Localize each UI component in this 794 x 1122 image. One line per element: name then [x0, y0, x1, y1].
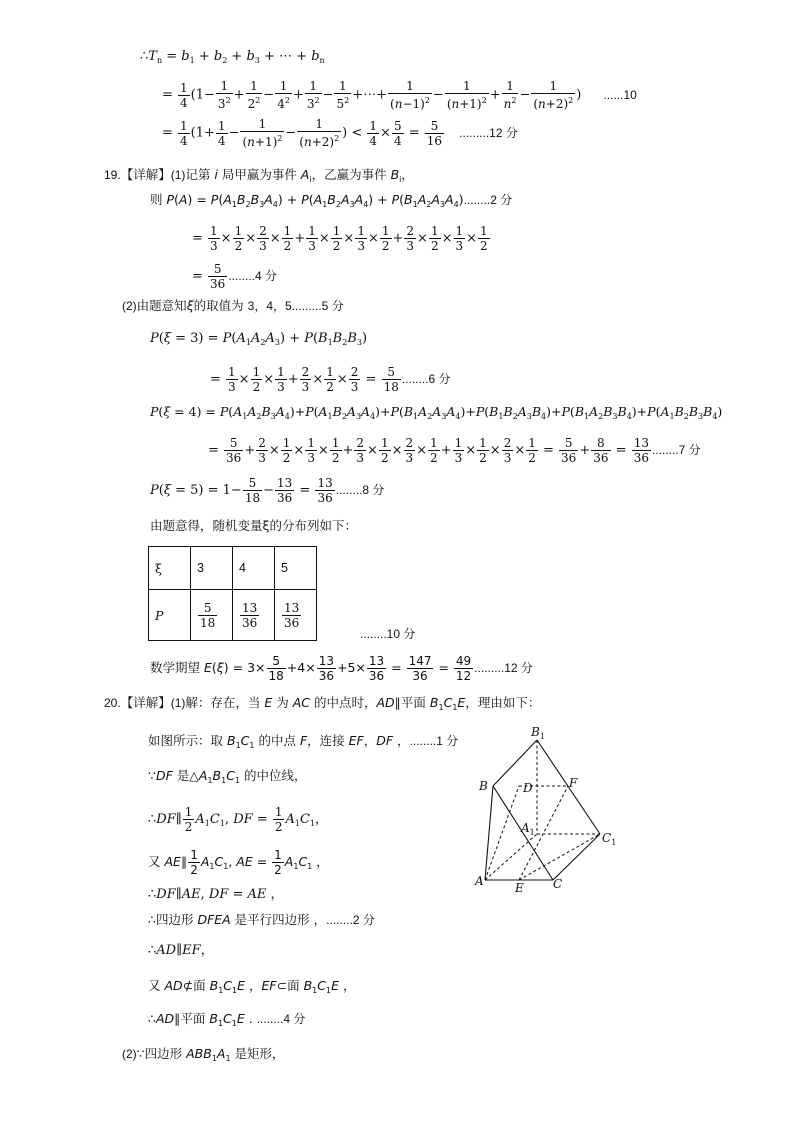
q20-l3: ∴DF∥ $\frac{1}{2}$ $A_1C_1$, DF = $\frac{1}{2}$ $A_1C_1$，	[148, 805, 328, 834]
tn-expansion: = $\frac{1}{4}$ (1− $\frac{1}{3^2}$ + $\frac{1}{2^2}$ − $\frac{1}{4^2}$ + $\frac{1}{3^2}$ − $\frac{1}{5^2}$ +⋯+ $\frac{1}{(n-1)^2}$ − $\frac{1}{(n+1)^2}$ + $\frac{1}{n^2}$ − $\frac{1}{(n+2)^2}$ ) ......10	[162, 79, 637, 111]
q20-l8: 又 AD⊄面 $B_1C_1E$ ，EF⊂面 $B_1C_1E$ ，	[148, 978, 356, 995]
q19-pxi5: P(ξ = 5) = 1− $\frac{5}{18}$ − $\frac{13}{36}$ = $\frac{13}{36}$ ........8 分	[150, 476, 385, 505]
q19-pxi4-value: = $\frac{5}{36}$ + $\frac{2}{3}$ × $\frac{1}{2}$ × $\frac{1}{3}$ × $\frac{1}{2}$ + $\frac{2}{3}$ × $\frac{1}{2}$ × $\frac{2}{3}$ × $\frac{1}{2}$ + $\frac{1}{3}$ × $\frac{1}{2}$ × $\frac{2}{3}$ × $\frac{1}{2}$ = $\frac{5}{36}$ + $\frac{8}{36}$ = $\frac{13}{36}$ ........7 分	[208, 436, 701, 465]
tn-result: = $\frac{1}{4}$ (1+ $\frac{1}{4}$ − $\frac{1}{(n+1)^2}$ − $\frac{1}{(n+2)^2}$ ) < $\frac{1}{4}$ × $\frac{5}{4}$ = $\frac{5}{16}$ .........12 分	[162, 117, 518, 149]
q20-l2: ∵DF 是$\triangle A_1B_1C_1$ 的中位线，	[148, 768, 307, 785]
q20-l9: ∴AD∥平面 $B_1C_1E$ . ........4 分	[148, 1011, 306, 1028]
table-cell: P	[149, 590, 191, 641]
q20-l1: 如图所示：取 $B_1C_1$ 的中点 F，连接 EF，DF ，........1 分	[148, 733, 459, 750]
label-c1: $C_1$	[602, 831, 617, 847]
label-d: D	[523, 781, 533, 795]
label-a: A	[475, 874, 484, 888]
q20-l4: 又 AE∥ $\frac{1}{2}$ $A_1C_1$, AE = $\frac{1}{2}$ $A_1C_1$ ，	[148, 848, 329, 877]
table-cell: 3	[191, 547, 233, 590]
table-row	[149, 590, 317, 641]
q19-pa-product: = $\frac{1}{3}$ × $\frac{1}{2}$ × $\frac{2}{3}$ × $\frac{1}{2}$ + $\frac{1}{3}$ × $\frac{1}{2}$ × $\frac{1}{3}$ × $\frac{1}{2}$ + $\frac{2}{3}$ × $\frac{1}{2}$ × $\frac{1}{3}$ × $\frac{1}{2}$	[192, 224, 488, 253]
edge-b1-b	[493, 740, 537, 786]
label-f: F	[569, 776, 578, 790]
q20-l5: ∴DF∥AE, DF = AE ，	[148, 887, 284, 902]
distribution-table	[148, 546, 317, 641]
table-cell: 4	[233, 547, 275, 590]
label-a1: $A_1$	[521, 821, 535, 837]
q19-pxi3: $P(\xi = 3) = P(A_1A_2A_3) + P(B_1B_2B_3)$	[150, 331, 368, 347]
q19-part2: (2)由题意知ξ的取值为 3，4，5.........5 分	[122, 298, 344, 313]
frac-den: 36	[284, 615, 300, 630]
q19-pxi3-value: = $\frac{1}{3}$ × $\frac{1}{2}$ × $\frac{1}{3}$ + $\frac{2}{3}$ × $\frac{1}{2}$ × $\frac{2}{3}$ = $\frac{5}{18}$ ........6 分	[210, 365, 451, 394]
table-cell	[233, 590, 275, 641]
label-c: C	[553, 877, 563, 891]
label-b: B	[479, 779, 488, 793]
tn-definition: $\therefore T_n = b_1 + b_2 + b_3$ + ⋯ + $b_n$	[140, 49, 325, 65]
q20-l6: ∴四边形 DFEA 是平行四边形 ，........2 分	[148, 912, 375, 927]
q20-l7: ∴AD∥EF，	[148, 943, 214, 958]
frac-den: 36	[242, 615, 258, 630]
frac-den: 18	[200, 615, 216, 630]
prism-figure	[465, 722, 625, 897]
q19-expectation: 数学期望 E(ξ) = 3× $\frac{5}{18}$ +4× $\frac{13}{36}$ +5× $\frac{13}{36}$ = $\frac{147}{36}$ = $\frac{49}{12}$ .........12 分	[150, 654, 533, 683]
frac-num: 5	[198, 601, 217, 616]
q20-l10: (2)∵四边形 $ABB_1A_1$ 是矩形，	[122, 1046, 285, 1063]
edge-b-a	[485, 786, 493, 880]
q19-dist-intro: 由题意得，随机变量ξ的分布列如下：	[150, 518, 357, 533]
table-row	[149, 547, 317, 590]
score-12-top: .........12 分	[459, 125, 518, 140]
table-cell	[275, 590, 317, 641]
edge-c-c1	[553, 834, 600, 880]
q19-label: 19.【详解】(1)记第 i 局甲赢为事件 $A_i$，乙赢为事件 $B_i$，	[104, 167, 414, 184]
table-cell	[191, 590, 233, 641]
q19-pa-value: = $\frac{5}{36}$ ........4 分	[192, 262, 277, 291]
q19-pxi4: $P(\xi = 4) = P(A_1A_2B_3A_4)+P(A_1B_2A_3A_4)+P(B_1A_2A_3A_4)+P(B_1B_2A_3B_4)+P(B_1A_2B_3B_4)+P(A_1B_2B_3B_4)$	[150, 404, 723, 421]
frac-num: 13	[284, 600, 300, 615]
score-10-top: ......10	[603, 87, 637, 102]
label-b1: $B_1$	[531, 725, 545, 741]
table-cell: 5	[275, 547, 317, 590]
table-cell: ξ	[149, 547, 191, 590]
frac-num: 13	[242, 600, 258, 615]
label-e: E	[515, 881, 524, 895]
q19-pa: 则 $P(A) = P(A_1B_2B_3A_4) + P(A_1B_2A_3A_4) + P(B_1A_2A_3A_4)........2$ 分	[150, 192, 513, 209]
q20-label: 20.【详解】(1)解：存在，当 E 为 AC 的中点时，AD∥平面 $B_1C_1E$，理由如下：	[104, 695, 541, 712]
q19-score10: ........10 分	[360, 627, 416, 641]
